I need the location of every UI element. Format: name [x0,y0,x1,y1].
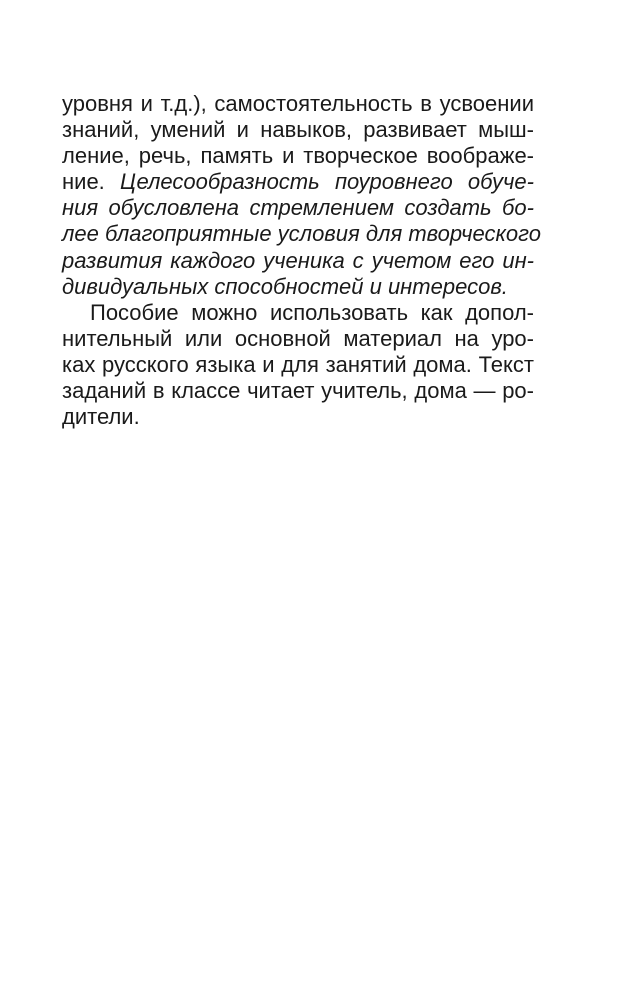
text-segment: знаний, умений и навыков, развивает мыш- [62,117,534,143]
italic-text-segment: дивидуальных способностей и интересов. [62,273,508,299]
text-line [62,169,534,195]
text-line [62,117,534,143]
text-segment: дители. [62,404,140,430]
paragraph-2 [62,300,534,430]
text-line [62,143,534,169]
text-line [62,91,534,117]
italic-text-segment: лее благоприятные условия для творческого [62,221,541,247]
text-line [62,352,534,378]
italic-text-segment: развития каждого ученика с учетом его ин- [62,247,534,273]
text-segment: нительный или основной материал на уро- [62,325,534,351]
text-line [62,300,534,326]
text-line [62,404,534,430]
text-line [62,326,534,352]
text-line [62,248,534,274]
text-line [62,221,541,247]
text-segment: ках русского языка и для занятий дома. Текст [62,351,534,377]
text-segment: уровня и т.д.), самостоятельность в усвоении [62,91,534,116]
text-segment: ление, речь, память и творческое воображе- [62,143,534,169]
text-line [62,378,534,404]
italic-text-segment: Целесообразность поуровнего обуче- [120,169,534,195]
text-line [62,274,534,300]
paragraph-1 [62,91,541,300]
text-line [62,195,534,221]
text-segment: заданий в классе читает учитель, дома — ро- [62,378,534,404]
body-text [62,91,541,430]
italic-text-segment: ния обусловлена стремлением создать бо- [62,195,534,221]
text-segment: Пособие можно использовать как допол- [90,299,534,325]
text-segment: ние. [62,169,121,195]
